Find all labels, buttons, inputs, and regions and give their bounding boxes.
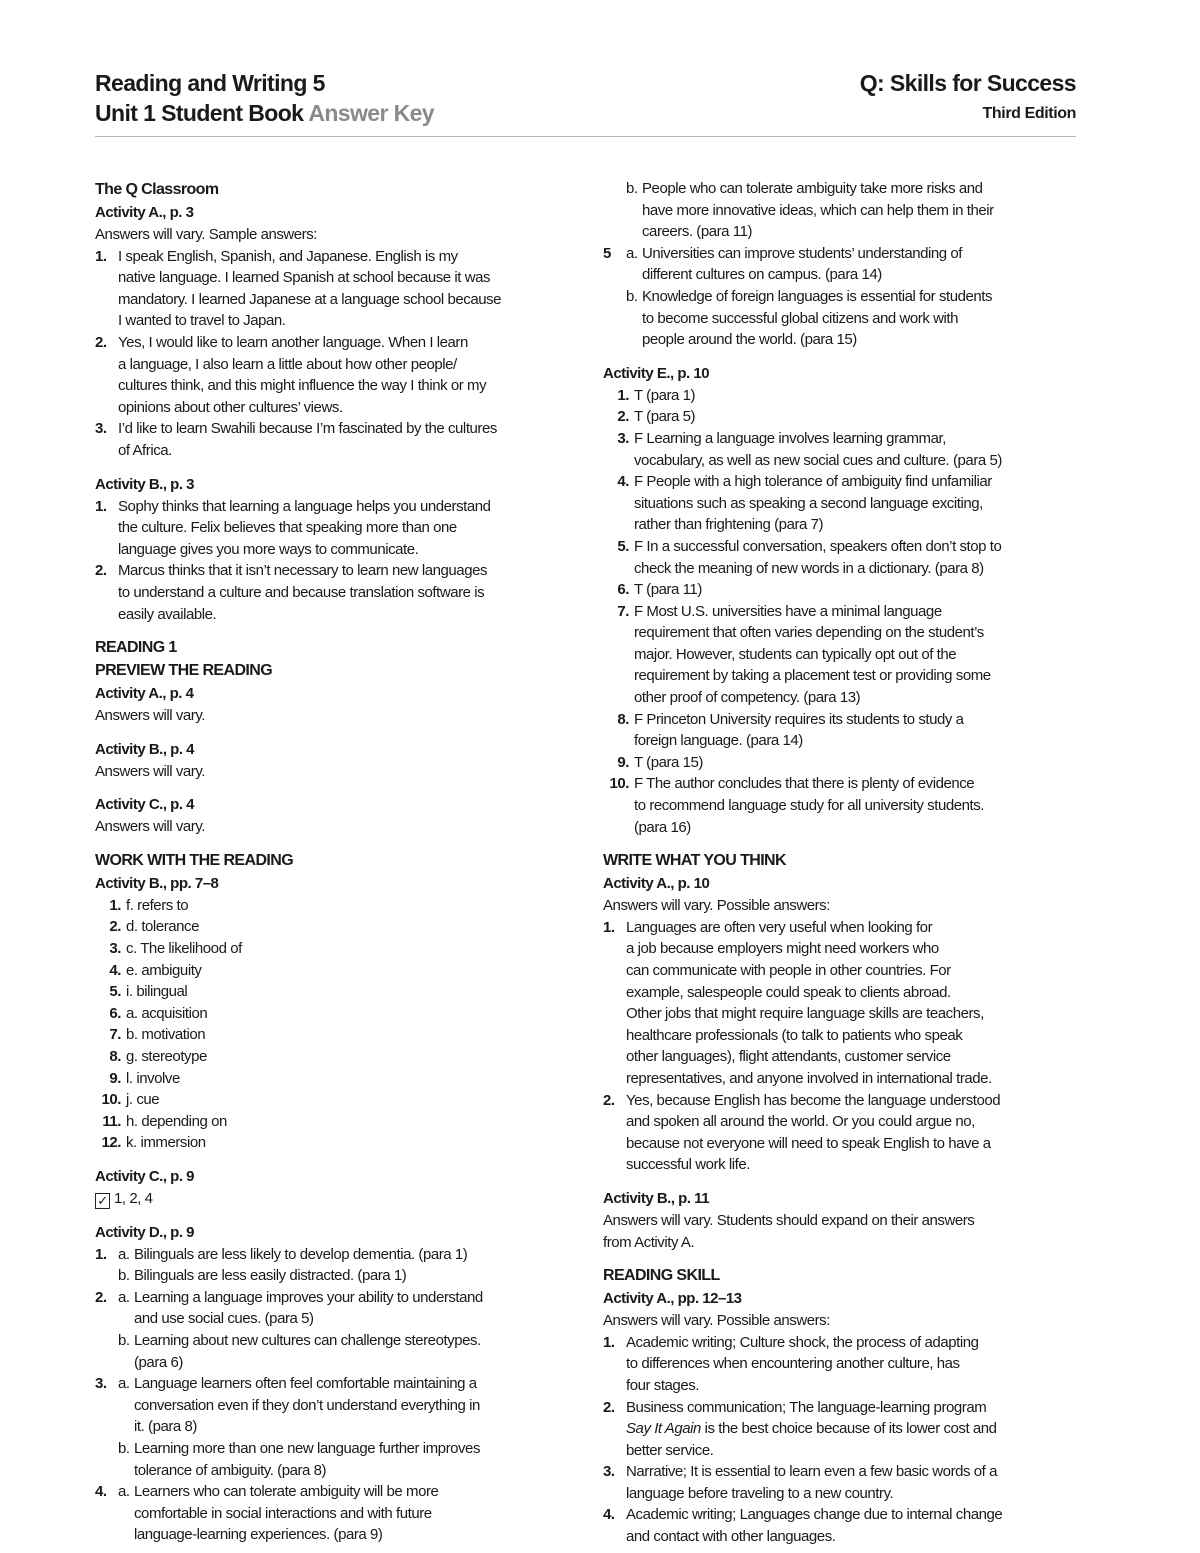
answer-line: a language, I also learn a little about how other people/ bbox=[118, 355, 457, 373]
answer-line: to recommend language study for all university students. bbox=[634, 797, 984, 815]
item-number: 1. bbox=[603, 1333, 615, 1351]
answer-line: four stages. bbox=[626, 1376, 699, 1394]
answer-line: of Africa. bbox=[118, 441, 172, 459]
item-number: 10. bbox=[609, 775, 629, 793]
sub-answer bbox=[626, 286, 1081, 351]
item-number: 2. bbox=[95, 333, 107, 351]
answer-body bbox=[118, 246, 575, 332]
sub-letter: b. bbox=[118, 1267, 130, 1285]
answer-line: i. bilingual bbox=[126, 983, 188, 1001]
answer-intro: Answers will vary. Possible answers: bbox=[603, 897, 830, 915]
item-number: 4. bbox=[109, 961, 121, 979]
activity-heading: Activity C., p. 4 bbox=[95, 796, 195, 814]
answer-line: k. immersion bbox=[126, 1134, 206, 1152]
answer-line: because not everyone will need to speak English to have a bbox=[626, 1134, 991, 1152]
sub-answer-body bbox=[134, 1265, 575, 1287]
unit-title-main: Unit 1 Student Book bbox=[95, 100, 304, 126]
answer-item bbox=[603, 917, 1081, 1090]
answer-line: Learners who can tolerate ambiguity will be more bbox=[134, 1483, 439, 1501]
answer-body bbox=[126, 1111, 575, 1133]
answer-line: mandatory. I learned Japanese at a language school because bbox=[118, 290, 502, 308]
activity-heading: Activity A., p. 3 bbox=[95, 204, 194, 221]
answer-line: a. acquisition bbox=[126, 1004, 208, 1022]
answer-line: and contact with other languages. bbox=[626, 1528, 836, 1546]
answer-line: Language learners often feel comfortable maintaining a bbox=[134, 1375, 477, 1393]
answer-line: have more innovative ideas, which can help them in their bbox=[642, 201, 994, 219]
answer-line: Bilinguals are less easily distracted. (para 1) bbox=[134, 1267, 407, 1285]
sub-answer bbox=[118, 1287, 575, 1330]
answer-line: successful work life. bbox=[626, 1156, 750, 1174]
answer-body bbox=[626, 1332, 1081, 1397]
item-number: 10. bbox=[101, 1091, 121, 1109]
item-number: 11. bbox=[102, 1112, 121, 1130]
answer-line: conversation even if they don’t understand everything in bbox=[134, 1396, 480, 1414]
answer-line: and use social cues. (para 5) bbox=[134, 1310, 314, 1328]
answer-line: requirement by taking a placement test or providing some bbox=[634, 667, 991, 685]
answer-line: T (para 15) bbox=[634, 753, 703, 771]
answer-item bbox=[95, 895, 575, 917]
section-heading: READING SKILL bbox=[603, 1267, 720, 1285]
answer-line: and spoken all around the world. Or you could argue no, bbox=[626, 1113, 975, 1131]
answer-body bbox=[126, 960, 575, 982]
answer-body bbox=[634, 385, 1081, 407]
activity-heading: Activity B., p. 3 bbox=[95, 475, 195, 493]
answer-line: F In a successful conversation, speakers often don’t stop to bbox=[634, 537, 1002, 555]
answer-item bbox=[95, 560, 575, 625]
answer-item bbox=[95, 1024, 575, 1046]
answer-body bbox=[634, 709, 1081, 752]
activity-heading: Activity A., pp. 12–13 bbox=[603, 1290, 742, 1308]
answer-line: F Learning a language involves learning grammar, bbox=[634, 429, 946, 447]
answer-text: Answers will vary. bbox=[95, 818, 205, 836]
answer-line: Languages are often very useful when looking for bbox=[626, 918, 933, 936]
sub-answer bbox=[118, 1330, 575, 1373]
answer-line: from Activity A. bbox=[603, 1233, 695, 1251]
answer-item bbox=[95, 1132, 575, 1154]
item-number: 8. bbox=[109, 1048, 121, 1066]
section-heading: The Q Classroom bbox=[95, 181, 219, 198]
activity-heading: Activity B., pp. 7–8 bbox=[95, 874, 219, 892]
answer-item bbox=[603, 471, 1081, 536]
answer-line: cultures think, and this might influence the way I think or my bbox=[118, 377, 487, 395]
unit-title-answer-key: Answer Key bbox=[308, 100, 434, 126]
sub-letter: b. bbox=[118, 1331, 130, 1349]
answer-line: representatives, and anyone involved in international trade. bbox=[626, 1069, 992, 1087]
answer-item bbox=[95, 960, 575, 982]
sub-answer bbox=[626, 178, 1081, 243]
answer-line: h. depending on bbox=[126, 1112, 227, 1130]
answer-text: Answers will vary. bbox=[95, 762, 205, 780]
answer-body bbox=[126, 1089, 575, 1111]
answer-body bbox=[634, 428, 1081, 471]
answer-body bbox=[118, 1481, 575, 1546]
answer-line: better service. bbox=[626, 1441, 714, 1459]
answer-line: Business communication; The language-learning program bbox=[626, 1398, 987, 1416]
section-heading: WORK WITH THE READING bbox=[95, 851, 294, 869]
answer-line: Academic writing; Languages change due to internal change bbox=[626, 1506, 1003, 1524]
sub-letter: b. bbox=[626, 180, 638, 197]
item-number: 3. bbox=[95, 420, 107, 438]
item-number: 2. bbox=[95, 562, 107, 580]
answer-body bbox=[118, 1373, 575, 1481]
activity-heading: Activity C., p. 9 bbox=[95, 1168, 195, 1185]
answer-line: situations such as speaking a second language exciting, bbox=[634, 494, 983, 512]
answer-line: I speak English, Spanish, and Japanese. English is my bbox=[118, 247, 458, 265]
activity-heading: Activity E., p. 10 bbox=[603, 364, 710, 382]
answer-line: to understand a culture and because translation software is bbox=[118, 583, 485, 601]
answer-line: Answers will vary. Students should expand on their answers bbox=[603, 1211, 975, 1229]
answer-line: d. tolerance bbox=[126, 918, 199, 936]
item-number: 4. bbox=[95, 1483, 107, 1501]
answer-item bbox=[603, 536, 1081, 579]
answer-list bbox=[603, 1332, 1081, 1548]
answer-item bbox=[95, 981, 575, 1003]
answer-body bbox=[626, 1397, 1081, 1462]
checkbox-checked-icon: ✓ bbox=[95, 1193, 110, 1209]
answer-line: Sophy thinks that learning a language helps you understand bbox=[118, 497, 491, 515]
checked-answer bbox=[95, 1188, 575, 1210]
answer-list bbox=[603, 243, 1081, 351]
sub-answer bbox=[118, 1481, 575, 1546]
answer-line: Other jobs that might require language skills are teachers, bbox=[626, 1005, 984, 1023]
answer-body bbox=[126, 1068, 575, 1090]
sub-answer-body bbox=[134, 1481, 575, 1546]
answer-line: vocabulary, as well as new social cues and culture. (para 5) bbox=[634, 451, 1002, 469]
answer-line: example, salespeople could speak to clients abroad. bbox=[626, 983, 951, 1001]
answer-line: to become successful global citizens and work with bbox=[642, 309, 958, 327]
answer-line: f. refers to bbox=[126, 896, 189, 914]
answer-body bbox=[118, 560, 575, 625]
answer-body bbox=[634, 406, 1081, 428]
activity-heading: Activity D., p. 9 bbox=[95, 1223, 195, 1241]
activity-heading: Activity A., p. 4 bbox=[95, 685, 194, 703]
answer-item bbox=[603, 385, 1081, 407]
answer-item bbox=[95, 1244, 575, 1287]
answer-line: careers. (para 11) bbox=[642, 223, 753, 241]
sub-letter: b. bbox=[118, 1439, 130, 1457]
item-number: 5. bbox=[617, 537, 629, 555]
answer-body bbox=[126, 1024, 575, 1046]
answer-item bbox=[603, 1090, 1081, 1176]
item-number: 3. bbox=[95, 1375, 107, 1393]
item-number: 4. bbox=[603, 1506, 615, 1524]
answer-item bbox=[95, 418, 575, 461]
sub-letter: a. bbox=[118, 1483, 130, 1501]
item-number: 8. bbox=[617, 710, 629, 728]
answer-line: c. The likelihood of bbox=[126, 940, 242, 958]
sub-letter: a. bbox=[626, 244, 638, 262]
answer-line: other proof of competency. (para 13) bbox=[634, 689, 861, 707]
sub-answer bbox=[118, 1265, 575, 1287]
answer-line: rather than frightening (para 7) bbox=[634, 516, 824, 534]
answer-line: People who can tolerate ambiguity take more risks and bbox=[642, 180, 983, 197]
answer-line: other languages), flight attendants, customer service bbox=[626, 1048, 951, 1066]
answer-item bbox=[95, 916, 575, 938]
item-number: 2. bbox=[617, 408, 629, 426]
item-number: 7. bbox=[109, 1026, 121, 1044]
sub-answer-body bbox=[642, 243, 1081, 286]
answer-body bbox=[634, 579, 1081, 601]
sub-answer bbox=[118, 1438, 575, 1481]
page-header bbox=[95, 66, 1076, 137]
answer-body bbox=[118, 496, 575, 561]
answer-line: requirement that often varies depending on the student’s bbox=[634, 624, 984, 642]
item-number: 6. bbox=[617, 581, 629, 599]
answer-item bbox=[603, 752, 1081, 774]
answer-body bbox=[634, 536, 1081, 579]
answer-body bbox=[626, 243, 1081, 351]
answer-body bbox=[634, 773, 1081, 838]
answer-line: comfortable in social interactions and with future bbox=[134, 1504, 432, 1522]
answer-line: T (para 5) bbox=[634, 408, 696, 426]
item-number: 4. bbox=[617, 473, 629, 491]
answer-line: opinions about other cultures’ views. bbox=[118, 398, 343, 416]
answer-body bbox=[126, 938, 575, 960]
answer-line: can communicate with people in other countries. For bbox=[626, 962, 951, 979]
answer-text-block bbox=[603, 1210, 1081, 1253]
sub-answer bbox=[118, 1244, 575, 1266]
answer-line: l. involve bbox=[126, 1069, 180, 1087]
left-column bbox=[95, 178, 575, 1546]
answer-line: Narrative; It is essential to learn even a few basic words of a bbox=[626, 1463, 998, 1481]
answer-item bbox=[603, 243, 1081, 351]
answer-body bbox=[126, 1003, 575, 1025]
answer-line: language-learning experiences. (para 9) bbox=[134, 1526, 383, 1544]
answer-line: language gives you more ways to communicate. bbox=[118, 540, 419, 558]
answer-item bbox=[603, 773, 1081, 838]
item-number: 1. bbox=[95, 497, 107, 515]
item-number: 6. bbox=[109, 1004, 121, 1022]
answer-body bbox=[126, 981, 575, 1003]
answer-item bbox=[95, 1111, 575, 1133]
answer-line: (para 6) bbox=[134, 1353, 183, 1371]
answer-item bbox=[603, 601, 1081, 709]
sub-answer-body bbox=[134, 1330, 575, 1373]
item-number: 1. bbox=[95, 247, 107, 265]
answer-line bbox=[626, 1418, 1081, 1440]
answer-line: the culture. Felix believes that speaking more than one bbox=[118, 519, 457, 537]
answer-line: Yes, I would like to learn another language. When I learn bbox=[118, 333, 468, 351]
answer-line: Learning about new cultures can challenge stereotypes. bbox=[134, 1331, 481, 1349]
answer-line: Learning more than one new language further improves bbox=[134, 1439, 480, 1457]
answer-item bbox=[95, 246, 575, 332]
answer-line: F Princeton University requires its students to study a bbox=[634, 710, 964, 728]
answer-item bbox=[95, 1287, 575, 1373]
item-number: 12. bbox=[101, 1134, 121, 1152]
sub-answer bbox=[626, 243, 1081, 286]
item-number: 5. bbox=[109, 983, 121, 1001]
answer-line: g. stereotype bbox=[126, 1048, 207, 1066]
answer-list bbox=[95, 1244, 575, 1546]
item-number: 2. bbox=[109, 918, 121, 936]
answer-line: major. However, students can typically opt out of the bbox=[634, 645, 957, 663]
answer-line: e. ambiguity bbox=[126, 961, 202, 979]
answer-item bbox=[603, 709, 1081, 752]
activity-heading: Activity A., p. 10 bbox=[603, 875, 710, 893]
answer-item bbox=[95, 938, 575, 960]
answer-item bbox=[95, 332, 575, 418]
answer-line: native language. I learned Spanish at school because it was bbox=[118, 269, 491, 287]
answer-item bbox=[603, 428, 1081, 471]
sub-answer-body bbox=[134, 1373, 575, 1438]
answer-body bbox=[126, 895, 575, 917]
item-number: 2. bbox=[603, 1398, 615, 1416]
answer-body bbox=[126, 916, 575, 938]
answer-line: F The author concludes that there is plenty of evidence bbox=[634, 775, 975, 793]
answer-item bbox=[95, 1003, 575, 1025]
answer-item bbox=[603, 579, 1081, 601]
section-heading: WRITE WHAT YOU THINK bbox=[603, 852, 786, 870]
answer-line: T (para 1) bbox=[634, 386, 696, 404]
item-number: 5 bbox=[603, 244, 611, 262]
answer-line: (para 16) bbox=[634, 818, 691, 836]
answer-item bbox=[95, 1068, 575, 1090]
item-number: 1. bbox=[109, 896, 121, 914]
answer-item bbox=[95, 1046, 575, 1068]
answer-line: Academic writing; Culture shock, the process of adapting bbox=[626, 1333, 979, 1351]
subsection-heading: PREVIEW THE READING bbox=[95, 662, 273, 680]
answer-line: I’d like to learn Swahili because I’m fascinated by the cultures bbox=[118, 420, 497, 438]
answer-text: 1, 2, 4 bbox=[114, 1190, 153, 1207]
answer-body bbox=[126, 1046, 575, 1068]
edition-label: Third Edition bbox=[982, 105, 1076, 122]
answer-line: Universities can improve students’ understanding of bbox=[642, 244, 963, 262]
answer-line: Marcus thinks that it isn’t necessary to learn new languages bbox=[118, 562, 488, 580]
answer-body bbox=[634, 471, 1081, 536]
answer-list bbox=[95, 895, 575, 1154]
item-number: 3. bbox=[603, 1463, 615, 1481]
answer-body bbox=[118, 332, 575, 418]
program-name: Say It Again bbox=[626, 1420, 701, 1438]
answer-item bbox=[95, 1481, 575, 1546]
answer-line: I wanted to travel to Japan. bbox=[118, 312, 286, 330]
item-number: 3. bbox=[109, 940, 121, 958]
answer-body bbox=[626, 1504, 1081, 1547]
answer-list bbox=[95, 246, 575, 462]
sub-letter: a. bbox=[118, 1375, 130, 1393]
answer-continuation bbox=[626, 178, 1081, 243]
answer-line: a job because employers might need workers who bbox=[626, 940, 939, 958]
answer-list bbox=[95, 496, 575, 626]
sub-letter: a. bbox=[118, 1288, 130, 1306]
item-number: 1. bbox=[617, 386, 629, 404]
answer-line: it. (para 8) bbox=[134, 1418, 197, 1436]
answer-body bbox=[634, 752, 1081, 774]
answer-list bbox=[603, 385, 1081, 838]
answer-line: j. cue bbox=[126, 1091, 160, 1109]
right-column bbox=[603, 178, 1081, 1548]
answer-line: healthcare professionals (to talk to patients who speak bbox=[626, 1026, 963, 1044]
item-number: 1. bbox=[603, 918, 615, 936]
answer-line-rest: is the best choice because of its lower cost and bbox=[700, 1420, 997, 1438]
activity-heading: Activity B., p. 11 bbox=[603, 1189, 710, 1207]
answer-body bbox=[626, 1090, 1081, 1176]
answer-intro: Answers will vary. Sample answers: bbox=[95, 226, 317, 243]
answer-item bbox=[95, 496, 575, 561]
unit-title bbox=[95, 100, 434, 127]
answer-body bbox=[634, 601, 1081, 709]
answer-item bbox=[603, 1397, 1081, 1462]
item-number: 2. bbox=[95, 1288, 107, 1306]
answer-line: Bilinguals are less likely to develop dementia. (para 1) bbox=[134, 1245, 468, 1263]
answer-item bbox=[603, 1461, 1081, 1504]
answer-line: easily available. bbox=[118, 605, 217, 623]
answer-body bbox=[626, 917, 1081, 1090]
answer-body bbox=[118, 418, 575, 461]
sub-answer-body bbox=[642, 178, 1081, 243]
series-title: Q: Skills for Success bbox=[859, 70, 1076, 96]
answer-item bbox=[603, 1504, 1081, 1547]
sub-answer-body bbox=[134, 1438, 575, 1481]
item-number: 9. bbox=[617, 753, 629, 771]
answer-item bbox=[95, 1089, 575, 1111]
answer-line: F Most U.S. universities have a minimal language bbox=[634, 602, 942, 620]
sub-answer-body bbox=[642, 286, 1081, 351]
item-number: 7. bbox=[617, 602, 629, 620]
answer-body bbox=[126, 1132, 575, 1154]
item-number: 1. bbox=[95, 1245, 107, 1263]
answer-item bbox=[603, 406, 1081, 428]
answer-line: foreign language. (para 14) bbox=[634, 732, 803, 750]
answer-text: Answers will vary. bbox=[95, 707, 205, 725]
sub-answer-body bbox=[134, 1244, 575, 1266]
answer-body bbox=[626, 1461, 1081, 1504]
item-number: 3. bbox=[617, 429, 629, 447]
answer-line: Learning a language improves your ability to understand bbox=[134, 1288, 483, 1306]
answer-item bbox=[603, 1332, 1081, 1397]
answer-line: Yes, because English has become the language understood bbox=[626, 1091, 1001, 1109]
item-number: 2. bbox=[603, 1091, 615, 1109]
answer-line: check the meaning of new words in a dictionary. (para 8) bbox=[634, 559, 984, 577]
sub-letter: b. bbox=[626, 287, 638, 305]
answer-item bbox=[95, 1373, 575, 1481]
answer-list bbox=[603, 917, 1081, 1176]
answer-line: language before traveling to a new country. bbox=[626, 1484, 894, 1502]
answer-line: different cultures on campus. (para 14) bbox=[642, 266, 882, 284]
answer-line: Knowledge of foreign languages is essential for students bbox=[642, 287, 993, 305]
answer-line: b. motivation bbox=[126, 1026, 206, 1044]
answer-line: people around the world. (para 15) bbox=[642, 331, 857, 349]
sub-answer-body bbox=[134, 1287, 575, 1330]
answer-line: F People with a high tolerance of ambiguity find unfamiliar bbox=[634, 473, 992, 491]
answer-line: tolerance of ambiguity. (para 8) bbox=[134, 1461, 327, 1479]
section-heading: READING 1 bbox=[95, 639, 177, 657]
item-number: 9. bbox=[109, 1069, 121, 1087]
sub-answer bbox=[118, 1373, 575, 1438]
sub-letter: a. bbox=[118, 1245, 130, 1263]
answer-line: T (para 11) bbox=[634, 581, 702, 599]
answer-intro: Answers will vary. Possible answers: bbox=[603, 1312, 830, 1330]
activity-heading: Activity B., p. 4 bbox=[95, 740, 195, 758]
answer-line: to differences when encountering another culture, has bbox=[626, 1355, 960, 1373]
answer-body bbox=[118, 1287, 575, 1373]
book-title: Reading and Writing 5 bbox=[95, 70, 325, 96]
answer-body bbox=[118, 1244, 575, 1287]
